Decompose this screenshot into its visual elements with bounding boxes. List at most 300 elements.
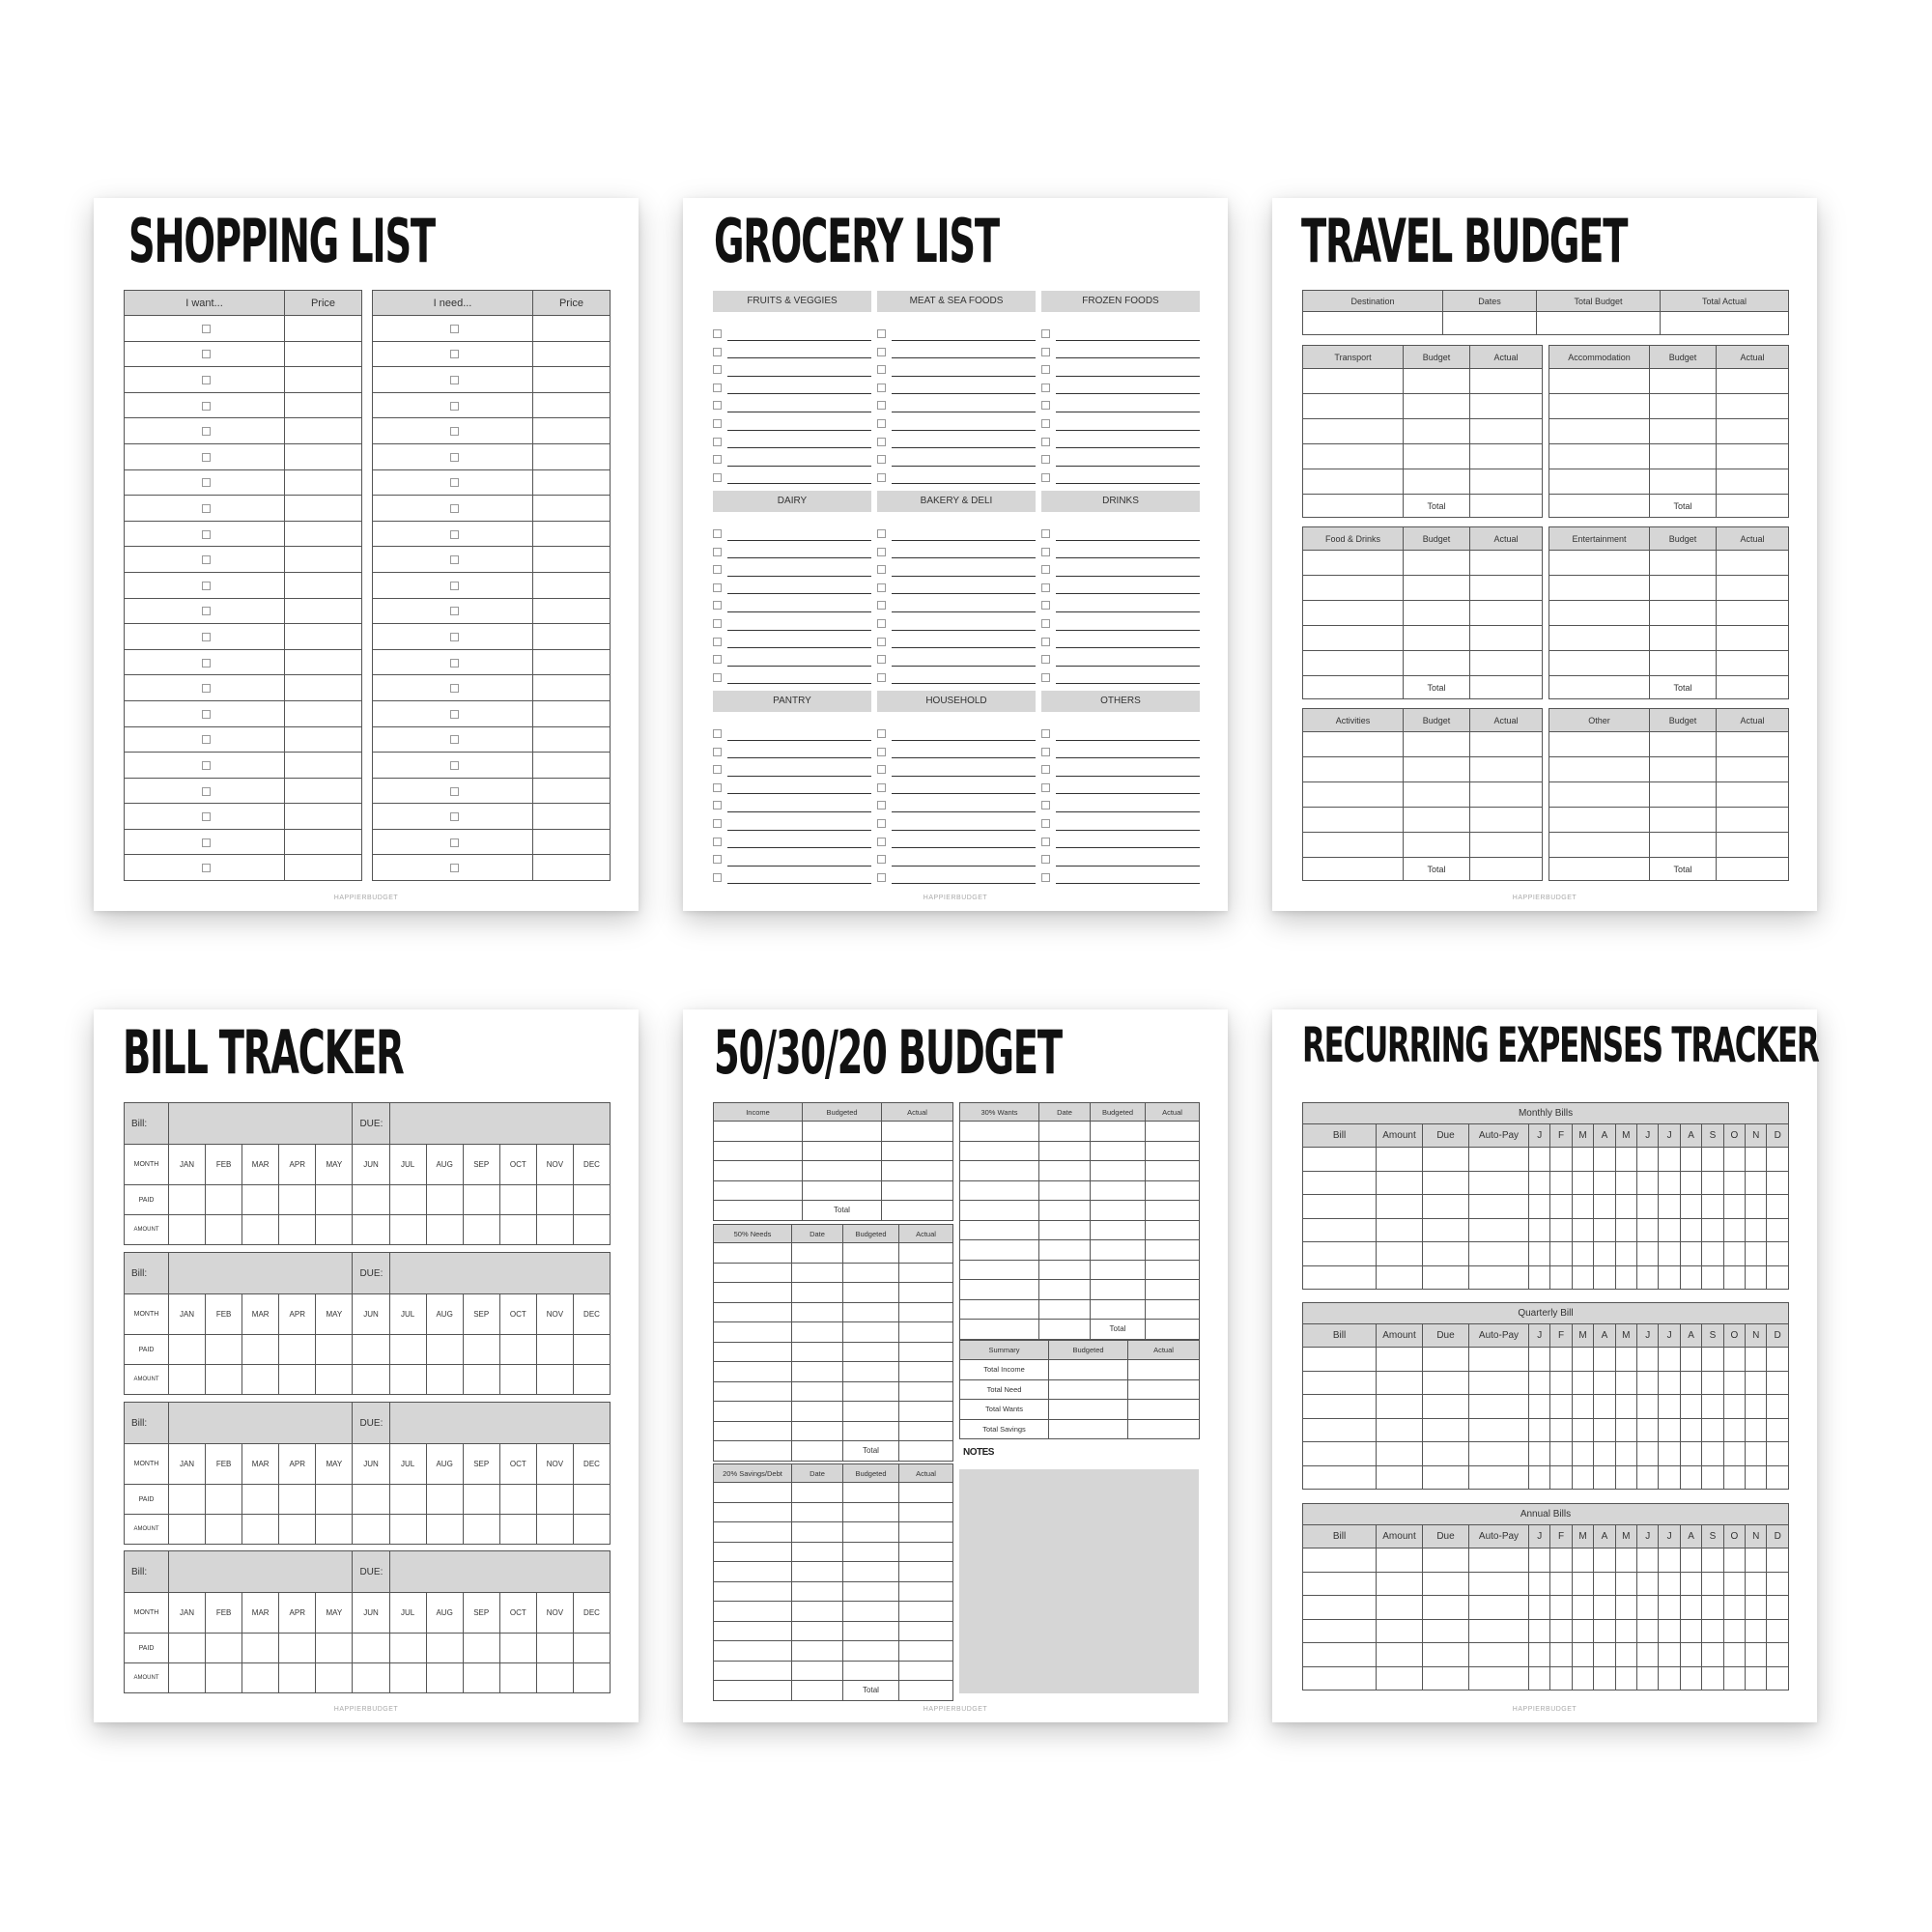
- entry-cell[interactable]: [899, 1263, 953, 1283]
- checkbox[interactable]: [1041, 583, 1050, 592]
- amount-cell[interactable]: [242, 1215, 279, 1245]
- grocery-item-line[interactable]: [713, 325, 871, 343]
- dates-cell[interactable]: [1443, 312, 1537, 335]
- month-check-cell[interactable]: [1702, 1148, 1723, 1172]
- month-check-cell[interactable]: [1702, 1572, 1723, 1596]
- month-check-cell[interactable]: [1723, 1596, 1745, 1620]
- checkbox[interactable]: [1041, 365, 1050, 374]
- budget-cell[interactable]: [1404, 757, 1470, 782]
- entry-cell[interactable]: [899, 1562, 953, 1582]
- grocery-item-line[interactable]: [713, 614, 871, 633]
- item-cell[interactable]: [1303, 626, 1404, 651]
- price-cell[interactable]: [285, 753, 362, 779]
- paid-cell[interactable]: [389, 1185, 426, 1215]
- entry-cell[interactable]: [1423, 1666, 1469, 1690]
- entry-cell[interactable]: [882, 1180, 953, 1201]
- bill-name-field[interactable]: [169, 1103, 353, 1145]
- paid-cell[interactable]: [316, 1185, 353, 1215]
- month-check-cell[interactable]: [1615, 1643, 1636, 1667]
- item-cell[interactable]: [1303, 551, 1404, 576]
- month-check-cell[interactable]: [1659, 1395, 1680, 1419]
- grocery-item-line[interactable]: [877, 614, 1036, 633]
- checkbox[interactable]: [202, 427, 211, 436]
- month-check-cell[interactable]: [1659, 1242, 1680, 1266]
- entry-cell[interactable]: [1469, 1596, 1529, 1620]
- checkbox[interactable]: [713, 438, 722, 446]
- amount-cell[interactable]: [389, 1515, 426, 1545]
- checkbox[interactable]: [450, 659, 459, 668]
- entry-cell[interactable]: [1423, 1371, 1469, 1395]
- entry-cell[interactable]: [792, 1522, 843, 1543]
- paid-cell[interactable]: [316, 1335, 353, 1365]
- entry-cell[interactable]: [1303, 1418, 1377, 1442]
- entry-cell[interactable]: [1039, 1240, 1091, 1261]
- entry-cell[interactable]: [1423, 1171, 1469, 1195]
- month-check-cell[interactable]: [1680, 1371, 1701, 1395]
- month-check-cell[interactable]: [1746, 1619, 1767, 1643]
- checkbox[interactable]: [450, 453, 459, 462]
- month-check-cell[interactable]: [1594, 1596, 1615, 1620]
- actual-cell[interactable]: [1717, 469, 1789, 495]
- month-check-cell[interactable]: [1594, 1371, 1615, 1395]
- item-cell[interactable]: [1303, 601, 1404, 626]
- entry-cell[interactable]: [1303, 1395, 1377, 1419]
- paid-cell[interactable]: [279, 1185, 316, 1215]
- item-cell[interactable]: [1303, 444, 1404, 469]
- item-cell[interactable]: [125, 496, 285, 522]
- paid-cell[interactable]: [463, 1485, 499, 1515]
- entry-cell[interactable]: [843, 1322, 899, 1343]
- month-check-cell[interactable]: [1723, 1619, 1745, 1643]
- item-cell[interactable]: [1303, 651, 1404, 676]
- entry-cell[interactable]: [1146, 1180, 1200, 1201]
- entry-cell[interactable]: [1039, 1220, 1091, 1240]
- month-check-cell[interactable]: [1594, 1242, 1615, 1266]
- checkbox[interactable]: [713, 419, 722, 428]
- month-check-cell[interactable]: [1702, 1442, 1723, 1466]
- item-cell[interactable]: [373, 496, 533, 522]
- month-check-cell[interactable]: [1723, 1666, 1745, 1690]
- month-check-cell[interactable]: [1615, 1619, 1636, 1643]
- price-cell[interactable]: [533, 496, 611, 522]
- grocery-item-line[interactable]: [877, 469, 1036, 487]
- amount-cell[interactable]: [536, 1515, 573, 1545]
- price-cell[interactable]: [533, 341, 611, 367]
- month-check-cell[interactable]: [1723, 1171, 1745, 1195]
- grocery-item-line[interactable]: [1041, 379, 1200, 397]
- total-actual-cell[interactable]: [1661, 312, 1789, 335]
- entry-cell[interactable]: [1423, 1596, 1469, 1620]
- checkbox[interactable]: [202, 761, 211, 770]
- month-check-cell[interactable]: [1572, 1619, 1593, 1643]
- budget-cell[interactable]: [1650, 394, 1717, 419]
- checkbox[interactable]: [1041, 565, 1050, 574]
- month-check-cell[interactable]: [1550, 1619, 1572, 1643]
- total-cell[interactable]: [1146, 1320, 1200, 1340]
- amount-cell[interactable]: [573, 1663, 610, 1693]
- item-cell[interactable]: [373, 418, 533, 444]
- budget-cell[interactable]: [1404, 469, 1470, 495]
- checkbox[interactable]: [713, 729, 722, 738]
- item-cell[interactable]: [125, 521, 285, 547]
- entry-cell[interactable]: [792, 1542, 843, 1562]
- budget-cell[interactable]: [1404, 626, 1470, 651]
- month-check-cell[interactable]: [1702, 1218, 1723, 1242]
- amount-cell[interactable]: [353, 1515, 389, 1545]
- checkbox[interactable]: [713, 655, 722, 664]
- budget-cell[interactable]: [1650, 757, 1717, 782]
- month-check-cell[interactable]: [1550, 1442, 1572, 1466]
- grocery-item-line[interactable]: [877, 396, 1036, 414]
- month-check-cell[interactable]: [1572, 1596, 1593, 1620]
- item-cell[interactable]: [373, 469, 533, 496]
- item-cell[interactable]: [125, 700, 285, 726]
- entry-cell[interactable]: [1469, 1643, 1529, 1667]
- month-check-cell[interactable]: [1723, 1218, 1745, 1242]
- checkbox[interactable]: [713, 365, 722, 374]
- price-cell[interactable]: [285, 675, 362, 701]
- entry-cell[interactable]: [714, 1602, 792, 1622]
- grocery-item-line[interactable]: [1041, 525, 1200, 543]
- entry-cell[interactable]: [792, 1263, 843, 1283]
- item-cell[interactable]: [1303, 782, 1404, 808]
- month-check-cell[interactable]: [1702, 1643, 1723, 1667]
- actual-cell[interactable]: [1470, 626, 1543, 651]
- price-cell[interactable]: [533, 700, 611, 726]
- entry-cell[interactable]: [1039, 1201, 1091, 1221]
- checkbox[interactable]: [1041, 765, 1050, 774]
- checkbox[interactable]: [713, 801, 722, 810]
- paid-cell[interactable]: [536, 1335, 573, 1365]
- item-cell[interactable]: [1549, 444, 1650, 469]
- grocery-item-line[interactable]: [713, 343, 871, 361]
- paid-cell[interactable]: [499, 1185, 536, 1215]
- month-check-cell[interactable]: [1550, 1371, 1572, 1395]
- actual-cell[interactable]: [1470, 576, 1543, 601]
- grocery-item-line[interactable]: [877, 650, 1036, 668]
- grocery-item-line[interactable]: [877, 850, 1036, 868]
- month-check-cell[interactable]: [1529, 1666, 1550, 1690]
- amount-cell[interactable]: [536, 1365, 573, 1395]
- item-cell[interactable]: [373, 804, 533, 830]
- grocery-item-line[interactable]: [713, 724, 871, 743]
- month-check-cell[interactable]: [1637, 1465, 1659, 1490]
- price-cell[interactable]: [533, 598, 611, 624]
- grocery-item-line[interactable]: [877, 433, 1036, 451]
- item-cell[interactable]: [1303, 469, 1404, 495]
- entry-cell[interactable]: [714, 1522, 792, 1543]
- entry-cell[interactable]: [899, 1362, 953, 1382]
- checkbox[interactable]: [450, 710, 459, 719]
- item-cell[interactable]: [125, 804, 285, 830]
- entry-cell[interactable]: [1469, 1418, 1529, 1442]
- amount-cell[interactable]: [536, 1663, 573, 1693]
- checkbox[interactable]: [202, 864, 211, 872]
- checkbox[interactable]: [713, 619, 722, 628]
- budget-cell[interactable]: [1650, 576, 1717, 601]
- entry-cell[interactable]: [1091, 1220, 1146, 1240]
- checkbox[interactable]: [450, 325, 459, 333]
- entry-cell[interactable]: [1146, 1161, 1200, 1181]
- entry-cell[interactable]: [1303, 1666, 1377, 1690]
- item-cell[interactable]: [1549, 626, 1650, 651]
- checkbox[interactable]: [1041, 838, 1050, 846]
- month-check-cell[interactable]: [1529, 1572, 1550, 1596]
- month-check-cell[interactable]: [1767, 1371, 1788, 1395]
- month-check-cell[interactable]: [1572, 1218, 1593, 1242]
- paid-cell[interactable]: [573, 1185, 610, 1215]
- month-check-cell[interactable]: [1550, 1242, 1572, 1266]
- entry-cell[interactable]: [714, 1381, 792, 1402]
- month-check-cell[interactable]: [1767, 1171, 1789, 1195]
- checkbox[interactable]: [450, 838, 459, 847]
- paid-cell[interactable]: [389, 1634, 426, 1663]
- price-cell[interactable]: [285, 649, 362, 675]
- entry-cell[interactable]: [960, 1201, 1039, 1221]
- price-cell[interactable]: [533, 675, 611, 701]
- month-check-cell[interactable]: [1723, 1643, 1745, 1667]
- entry-cell[interactable]: [714, 1141, 803, 1161]
- actual-cell[interactable]: [1717, 808, 1789, 833]
- budgeted-cell[interactable]: [1049, 1419, 1128, 1439]
- entry-cell[interactable]: [1091, 1299, 1146, 1320]
- entry-cell[interactable]: [1469, 1572, 1529, 1596]
- item-cell[interactable]: [1303, 394, 1404, 419]
- price-cell[interactable]: [285, 521, 362, 547]
- entry-cell[interactable]: [714, 1621, 792, 1641]
- price-cell[interactable]: [285, 700, 362, 726]
- entry-cell[interactable]: [1469, 1348, 1529, 1372]
- month-check-cell[interactable]: [1746, 1666, 1767, 1690]
- entry-cell[interactable]: [843, 1483, 899, 1503]
- item-cell[interactable]: [125, 624, 285, 650]
- actual-cell[interactable]: [1717, 419, 1789, 444]
- budgeted-cell[interactable]: [1049, 1400, 1128, 1420]
- budgeted-cell[interactable]: [1049, 1379, 1128, 1400]
- entry-cell[interactable]: [1423, 1418, 1469, 1442]
- entry-cell[interactable]: [1423, 1572, 1469, 1596]
- entry-cell[interactable]: [899, 1581, 953, 1602]
- entry-cell[interactable]: [1377, 1465, 1423, 1490]
- item-cell[interactable]: [1303, 757, 1404, 782]
- checkbox[interactable]: [202, 787, 211, 796]
- entry-cell[interactable]: [1146, 1141, 1200, 1161]
- paid-cell[interactable]: [206, 1335, 242, 1365]
- month-check-cell[interactable]: [1659, 1148, 1680, 1172]
- grocery-item-line[interactable]: [1041, 633, 1200, 651]
- grocery-item-line[interactable]: [877, 543, 1036, 561]
- month-check-cell[interactable]: [1615, 1218, 1636, 1242]
- entry-cell[interactable]: [1146, 1260, 1200, 1280]
- grocery-item-line[interactable]: [713, 833, 871, 851]
- item-cell[interactable]: [1549, 469, 1650, 495]
- month-check-cell[interactable]: [1767, 1218, 1789, 1242]
- month-check-cell[interactable]: [1529, 1418, 1550, 1442]
- entry-cell[interactable]: [899, 1542, 953, 1562]
- entry-cell[interactable]: [714, 1161, 803, 1181]
- checkbox[interactable]: [1041, 419, 1050, 428]
- amount-cell[interactable]: [169, 1215, 206, 1245]
- checkbox[interactable]: [1041, 473, 1050, 482]
- item-cell[interactable]: [1549, 394, 1650, 419]
- budget-cell[interactable]: [1650, 419, 1717, 444]
- month-check-cell[interactable]: [1529, 1265, 1550, 1290]
- month-check-cell[interactable]: [1767, 1666, 1788, 1690]
- item-cell[interactable]: [373, 624, 533, 650]
- grocery-item-line[interactable]: [713, 596, 871, 614]
- checkbox[interactable]: [1041, 384, 1050, 392]
- entry-cell[interactable]: [803, 1161, 882, 1181]
- month-check-cell[interactable]: [1659, 1643, 1680, 1667]
- checkbox[interactable]: [877, 548, 886, 556]
- price-cell[interactable]: [533, 443, 611, 469]
- month-check-cell[interactable]: [1529, 1371, 1550, 1395]
- grocery-item-line[interactable]: [713, 668, 871, 687]
- month-check-cell[interactable]: [1659, 1218, 1680, 1242]
- actual-cell[interactable]: [1717, 551, 1789, 576]
- amount-cell[interactable]: [499, 1515, 536, 1545]
- paid-cell[interactable]: [206, 1185, 242, 1215]
- checkbox[interactable]: [202, 659, 211, 668]
- checkbox[interactable]: [713, 783, 722, 792]
- month-check-cell[interactable]: [1529, 1395, 1550, 1419]
- actual-cell[interactable]: [1717, 626, 1789, 651]
- month-check-cell[interactable]: [1702, 1171, 1723, 1195]
- actual-cell[interactable]: [1717, 651, 1789, 676]
- due-date-field[interactable]: [389, 1403, 611, 1444]
- entry-cell[interactable]: [960, 1141, 1039, 1161]
- entry-cell[interactable]: [843, 1421, 899, 1441]
- month-check-cell[interactable]: [1702, 1418, 1723, 1442]
- checkbox[interactable]: [877, 619, 886, 628]
- checkbox[interactable]: [1041, 601, 1050, 610]
- price-cell[interactable]: [285, 572, 362, 598]
- month-check-cell[interactable]: [1659, 1572, 1680, 1596]
- checkbox[interactable]: [202, 607, 211, 615]
- amount-cell[interactable]: [573, 1515, 610, 1545]
- paid-cell[interactable]: [169, 1185, 206, 1215]
- actual-cell[interactable]: [1470, 394, 1543, 419]
- entry-cell[interactable]: [1303, 1195, 1377, 1219]
- entry-cell[interactable]: [714, 1581, 792, 1602]
- item-cell[interactable]: [125, 855, 285, 881]
- month-check-cell[interactable]: [1637, 1442, 1659, 1466]
- item-cell[interactable]: [125, 316, 285, 342]
- month-check-cell[interactable]: [1767, 1395, 1788, 1419]
- month-check-cell[interactable]: [1615, 1265, 1636, 1290]
- checkbox[interactable]: [202, 838, 211, 847]
- checkbox[interactable]: [877, 565, 886, 574]
- grocery-item-line[interactable]: [1041, 760, 1200, 779]
- checkbox[interactable]: [1041, 455, 1050, 464]
- checkbox[interactable]: [877, 655, 886, 664]
- grocery-item-line[interactable]: [713, 560, 871, 579]
- entry-cell[interactable]: [1091, 1141, 1146, 1161]
- month-check-cell[interactable]: [1529, 1643, 1550, 1667]
- month-check-cell[interactable]: [1723, 1418, 1745, 1442]
- entry-cell[interactable]: [792, 1621, 843, 1641]
- checkbox[interactable]: [713, 529, 722, 538]
- checkbox[interactable]: [202, 684, 211, 693]
- amount-cell[interactable]: [242, 1365, 279, 1395]
- checkbox[interactable]: [877, 748, 886, 756]
- checkbox[interactable]: [713, 473, 722, 482]
- grocery-item-line[interactable]: [1041, 560, 1200, 579]
- month-check-cell[interactable]: [1550, 1195, 1572, 1219]
- checkbox[interactable]: [450, 582, 459, 590]
- amount-cell[interactable]: [463, 1365, 499, 1395]
- entry-cell[interactable]: [792, 1483, 843, 1503]
- paid-cell[interactable]: [206, 1634, 242, 1663]
- checkbox[interactable]: [450, 555, 459, 564]
- entry-cell[interactable]: [1377, 1596, 1423, 1620]
- item-cell[interactable]: [1549, 782, 1650, 808]
- month-check-cell[interactable]: [1680, 1242, 1701, 1266]
- actual-cell[interactable]: [1470, 419, 1543, 444]
- budget-cell[interactable]: [1650, 444, 1717, 469]
- bill-name-field[interactable]: [169, 1403, 353, 1444]
- checkbox[interactable]: [450, 864, 459, 872]
- entry-cell[interactable]: [1091, 1280, 1146, 1300]
- entry-cell[interactable]: [899, 1402, 953, 1422]
- month-check-cell[interactable]: [1767, 1348, 1788, 1372]
- month-check-cell[interactable]: [1746, 1548, 1767, 1573]
- month-check-cell[interactable]: [1550, 1218, 1572, 1242]
- month-check-cell[interactable]: [1529, 1548, 1550, 1573]
- checkbox[interactable]: [202, 376, 211, 384]
- checkbox[interactable]: [877, 419, 886, 428]
- budget-cell[interactable]: [1404, 833, 1470, 858]
- month-check-cell[interactable]: [1680, 1265, 1701, 1290]
- price-cell[interactable]: [285, 829, 362, 855]
- checkbox[interactable]: [713, 638, 722, 646]
- entry-cell[interactable]: [960, 1161, 1039, 1181]
- budget-cell[interactable]: [1404, 369, 1470, 394]
- month-check-cell[interactable]: [1637, 1148, 1659, 1172]
- month-check-cell[interactable]: [1615, 1195, 1636, 1219]
- entry-cell[interactable]: [960, 1299, 1039, 1320]
- entry-cell[interactable]: [1423, 1442, 1469, 1466]
- entry-cell[interactable]: [1039, 1299, 1091, 1320]
- month-check-cell[interactable]: [1659, 1195, 1680, 1219]
- month-check-cell[interactable]: [1615, 1148, 1636, 1172]
- amount-cell[interactable]: [426, 1215, 463, 1245]
- entry-cell[interactable]: [1303, 1265, 1377, 1290]
- grocery-item-line[interactable]: [713, 433, 871, 451]
- paid-cell[interactable]: [353, 1185, 389, 1215]
- entry-cell[interactable]: [792, 1402, 843, 1422]
- month-check-cell[interactable]: [1659, 1348, 1680, 1372]
- item-cell[interactable]: [1549, 651, 1650, 676]
- entry-cell[interactable]: [1469, 1371, 1529, 1395]
- paid-cell[interactable]: [499, 1485, 536, 1515]
- month-check-cell[interactable]: [1615, 1442, 1636, 1466]
- month-check-cell[interactable]: [1572, 1666, 1593, 1690]
- checkbox[interactable]: [202, 350, 211, 358]
- notes-area[interactable]: [959, 1469, 1199, 1693]
- budget-cell[interactable]: [1404, 551, 1470, 576]
- actual-cell[interactable]: [1128, 1360, 1200, 1380]
- month-check-cell[interactable]: [1680, 1395, 1701, 1419]
- entry-cell[interactable]: [1469, 1666, 1529, 1690]
- entry-cell[interactable]: [1377, 1418, 1423, 1442]
- checkbox[interactable]: [450, 684, 459, 693]
- entry-cell[interactable]: [1091, 1201, 1146, 1221]
- month-check-cell[interactable]: [1529, 1242, 1550, 1266]
- month-check-cell[interactable]: [1723, 1242, 1745, 1266]
- entry-cell[interactable]: [1423, 1395, 1469, 1419]
- month-check-cell[interactable]: [1615, 1465, 1636, 1490]
